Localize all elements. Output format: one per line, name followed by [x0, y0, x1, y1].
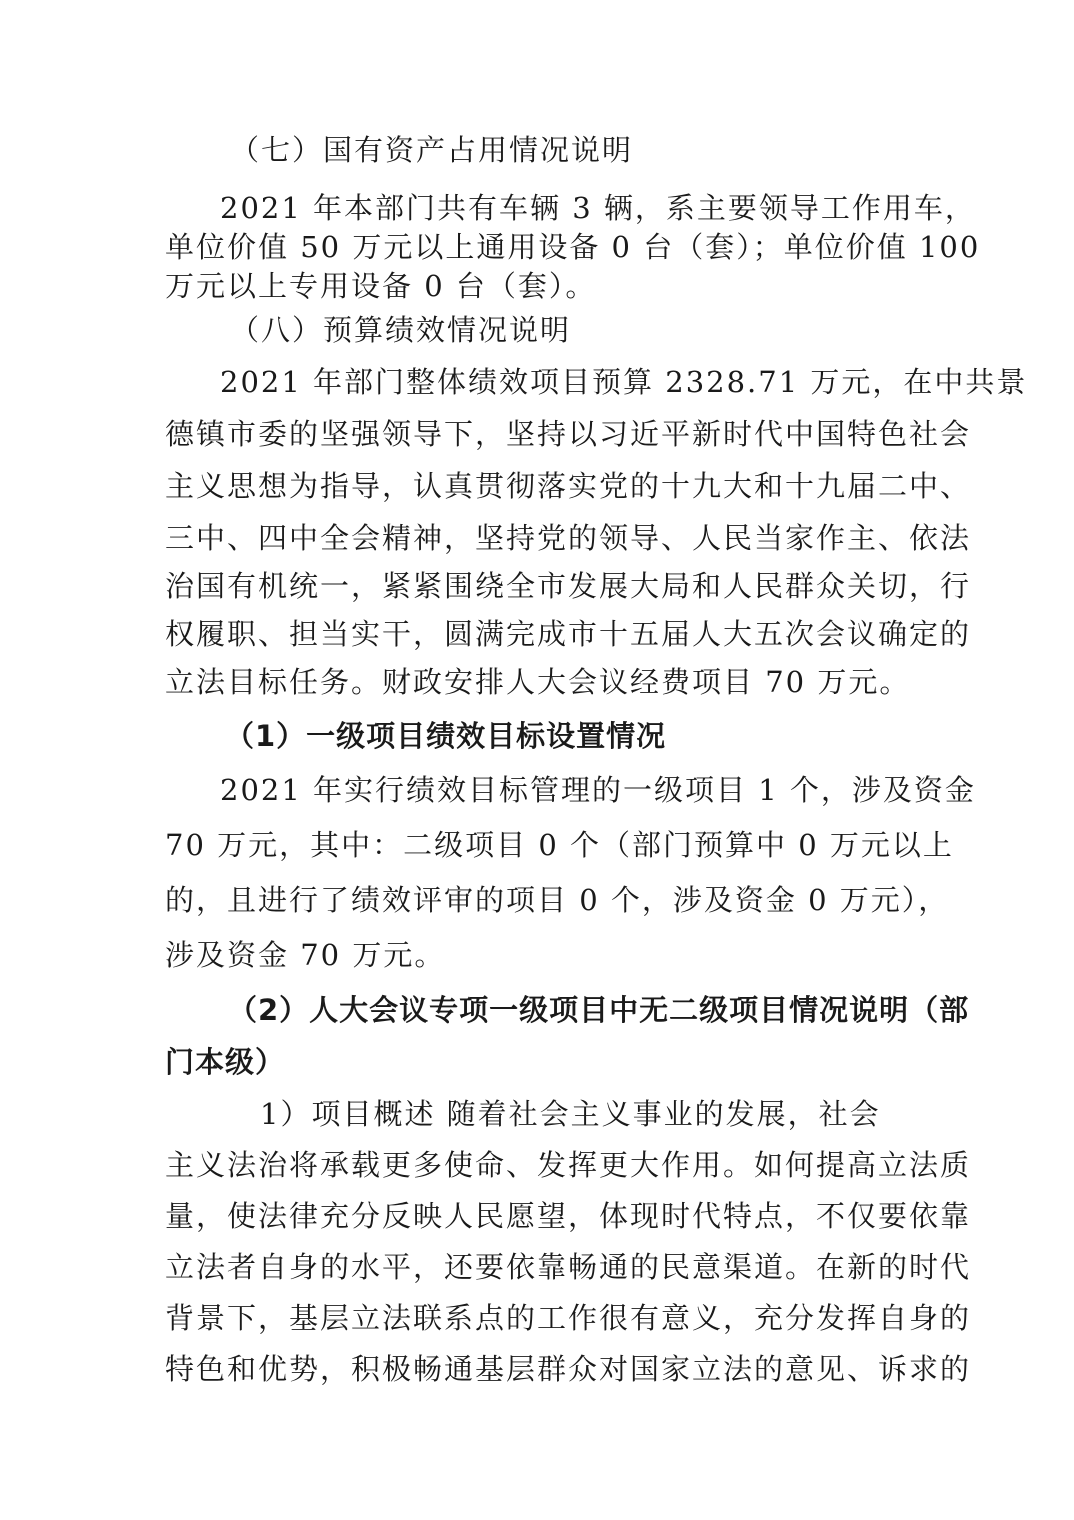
paragraph-line: 权履职、担当实干，圆满完成市十五届人大五次会议确定的 — [165, 617, 972, 651]
section-8-heading: （八）预算绩效情况说明 — [230, 313, 572, 347]
paragraph-line: 背景下，基层立法联系点的工作很有意义，充分发挥自身的 — [165, 1301, 972, 1335]
subsection-2-heading-cont: 门本级） — [165, 1045, 286, 1079]
paragraph-line: 万元以上专用设备 0 台（套）。 — [165, 269, 597, 303]
paragraph-line: 1）项目概述 随着社会主义事业的发展，社会 — [260, 1097, 881, 1131]
paragraph-line: 量，使法律充分反映人民愿望，体现时代特点，不仅要依靠 — [165, 1199, 972, 1233]
paragraph-line: 2021 年实行绩效目标管理的一级项目 1 个，涉及资金 — [220, 773, 976, 807]
paragraph-line: 德镇市委的坚强领导下，坚持以习近平新时代中国特色社会 — [165, 417, 972, 451]
paragraph-line: 三中、四中全会精神，坚持党的领导、人民当家作主、依法 — [165, 521, 972, 555]
paragraph-line: 立法目标任务。财政安排人大会议经费项目 70 万元。 — [165, 665, 911, 699]
subsection-1-heading: （1）一级项目绩效目标设置情况 — [225, 719, 667, 753]
paragraph-line: 70 万元，其中：二级项目 0 个（部门预算中 0 万元以上 — [165, 828, 954, 862]
paragraph-line: 主义法治将承载更多使命、发挥更大作用。如何提高立法质 — [165, 1148, 972, 1182]
paragraph-line: 立法者自身的水平，还要依靠畅通的民意渠道。在新的时代 — [165, 1250, 972, 1284]
paragraph-line: 主义思想为指导，认真贯彻落实党的十九大和十九届二中、 — [165, 469, 972, 503]
paragraph-line: 特色和优势，积极畅通基层群众对国家立法的意见、诉求的 — [165, 1352, 972, 1386]
subsection-2-heading: （2）人大会议专项一级项目中无二级项目情况说明（部 — [228, 993, 970, 1027]
paragraph-line: 单位价值 50 万元以上通用设备 0 台（套）；单位价值 100 — [165, 230, 981, 264]
section-7-heading: （七）国有资产占用情况说明 — [230, 133, 634, 167]
paragraph-line: 涉及资金 70 万元。 — [165, 938, 446, 972]
paragraph-line: 2021 年本部门共有车辆 3 辆，系主要领导工作用车， — [220, 191, 976, 225]
paragraph-line: 治国有机统一，紧紧围绕全市发展大局和人民群众关切，行 — [165, 569, 972, 603]
paragraph-line: 2021 年部门整体绩效项目预算 2328.71 万元，在中共景 — [220, 365, 1028, 399]
paragraph-line: 的，且进行了绩效评审的项目 0 个，涉及资金 0 万元）， — [165, 883, 950, 917]
